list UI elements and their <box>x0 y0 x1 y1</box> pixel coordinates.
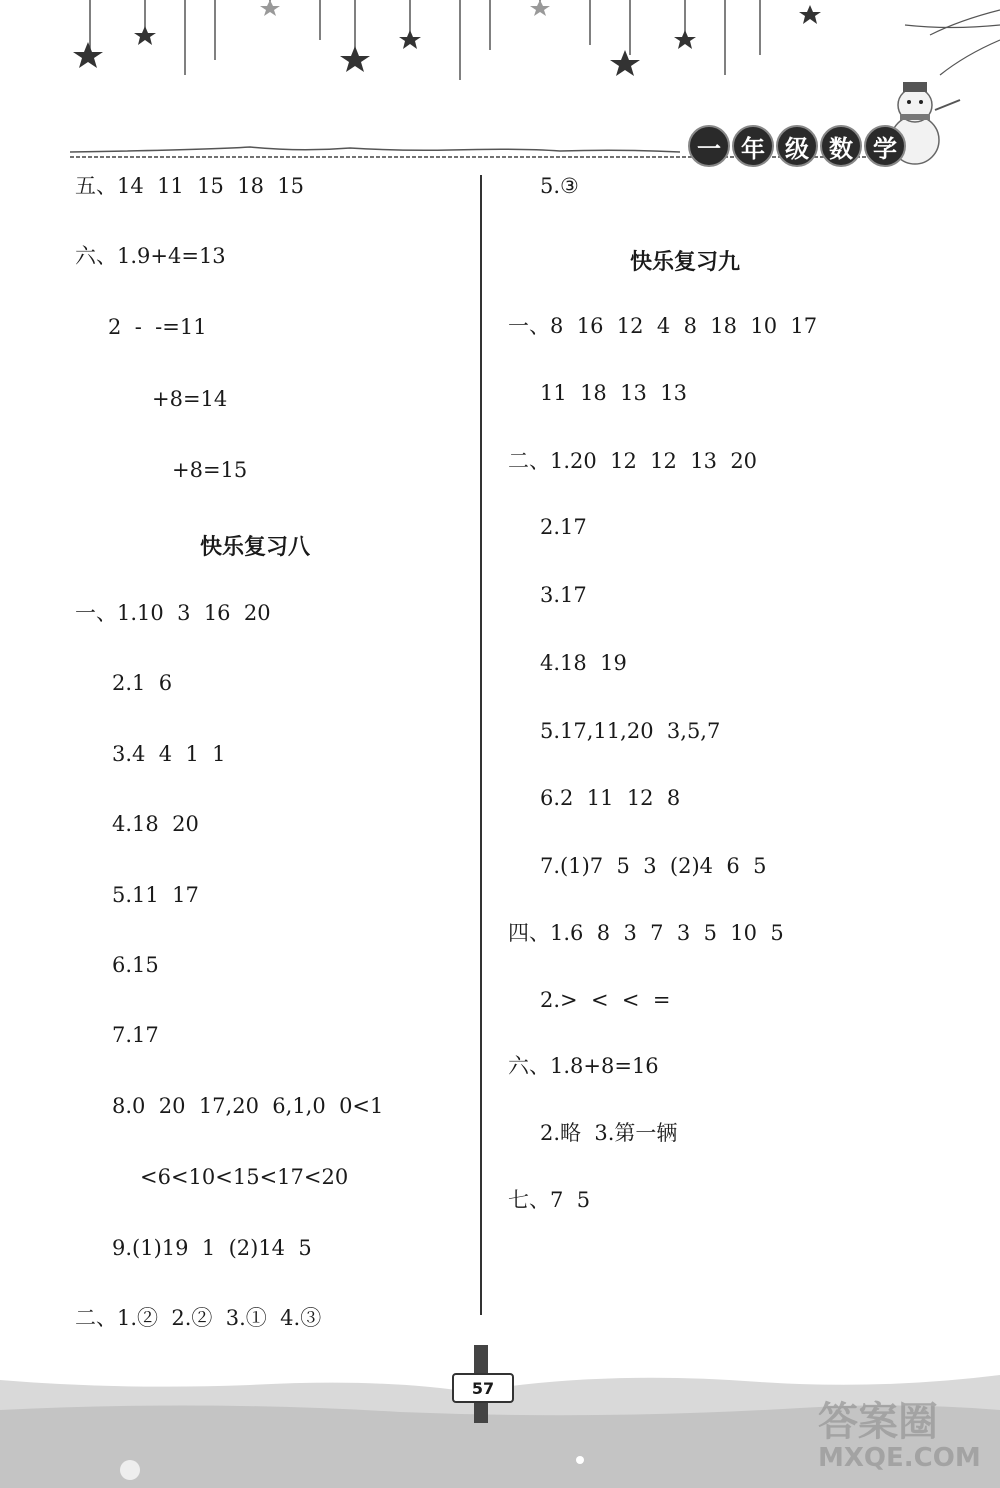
answer-line: 9.(1)19 1 (2)14 5 <box>112 1236 312 1260</box>
section-heading-review8: 快乐复习八 <box>200 535 311 560</box>
answer-line: 2 - -=11 <box>108 315 207 339</box>
page-number: 57 <box>452 1373 514 1403</box>
answer-line: 5.11 17 <box>112 883 199 907</box>
answer-line: 4.18 19 <box>540 651 627 675</box>
answer-line: 7.17 <box>112 1023 159 1047</box>
title-char: 数 <box>820 125 862 167</box>
answer-line: 5.17,11,20 3,5,7 <box>540 719 721 743</box>
answer-line: 六、1.9+4=13 <box>75 244 226 268</box>
answer-line: 3.17 <box>540 583 587 607</box>
title-char: 年 <box>732 125 774 167</box>
column-divider <box>480 175 482 1315</box>
answer-line: 7.(1)7 5 3 (2)4 6 5 <box>540 854 767 878</box>
answer-line: 2.17 <box>540 515 587 539</box>
watermark <box>818 1390 981 1473</box>
answer-line: 5.③ <box>540 174 579 198</box>
answer-line: 五、14 11 15 18 15 <box>75 174 305 198</box>
answer-line: 3.4 4 1 1 <box>112 742 226 766</box>
answer-line: +8=15 <box>172 458 248 482</box>
answer-line: 二、1.20 12 12 13 20 <box>508 449 758 473</box>
answer-line: +8=14 <box>152 387 228 411</box>
section-heading-review9: 快乐复习九 <box>630 250 741 275</box>
answer-line: 2.> < < = <box>540 988 671 1012</box>
answer-line: 一、1.10 3 16 20 <box>75 601 271 625</box>
answer-line: 4.18 20 <box>112 812 199 836</box>
answer-line: 一、8 16 12 4 8 18 10 17 <box>508 314 818 338</box>
answer-line: <6<10<15<17<20 <box>140 1165 349 1189</box>
answer-line: 2.略 3.第一辆 <box>540 1121 678 1145</box>
answer-line: 二、1.② 2.② 3.① 4.③ <box>75 1306 322 1330</box>
title-char: 级 <box>776 125 818 167</box>
answer-line: 四、1.6 8 3 7 3 5 10 5 <box>508 921 784 945</box>
watermark-url: MXQE.COM <box>818 1443 981 1473</box>
answer-line: 8.0 20 17,20 6,1,0 0<1 <box>112 1094 384 1118</box>
title-char: 学 <box>864 125 906 167</box>
answer-line: 2.1 6 <box>112 671 173 695</box>
answer-line: 6.15 <box>112 953 159 977</box>
watermark-logo-text: 答案圈 <box>818 1399 938 1445</box>
answer-line: 6.2 11 12 8 <box>540 786 681 810</box>
answer-line: 六、1.8+8=16 <box>508 1054 659 1078</box>
answer-line: 11 18 13 13 <box>540 381 687 405</box>
answer-line: 七、7 5 <box>508 1188 591 1212</box>
title-char: 一 <box>688 125 730 167</box>
book-title-badge <box>688 125 906 167</box>
